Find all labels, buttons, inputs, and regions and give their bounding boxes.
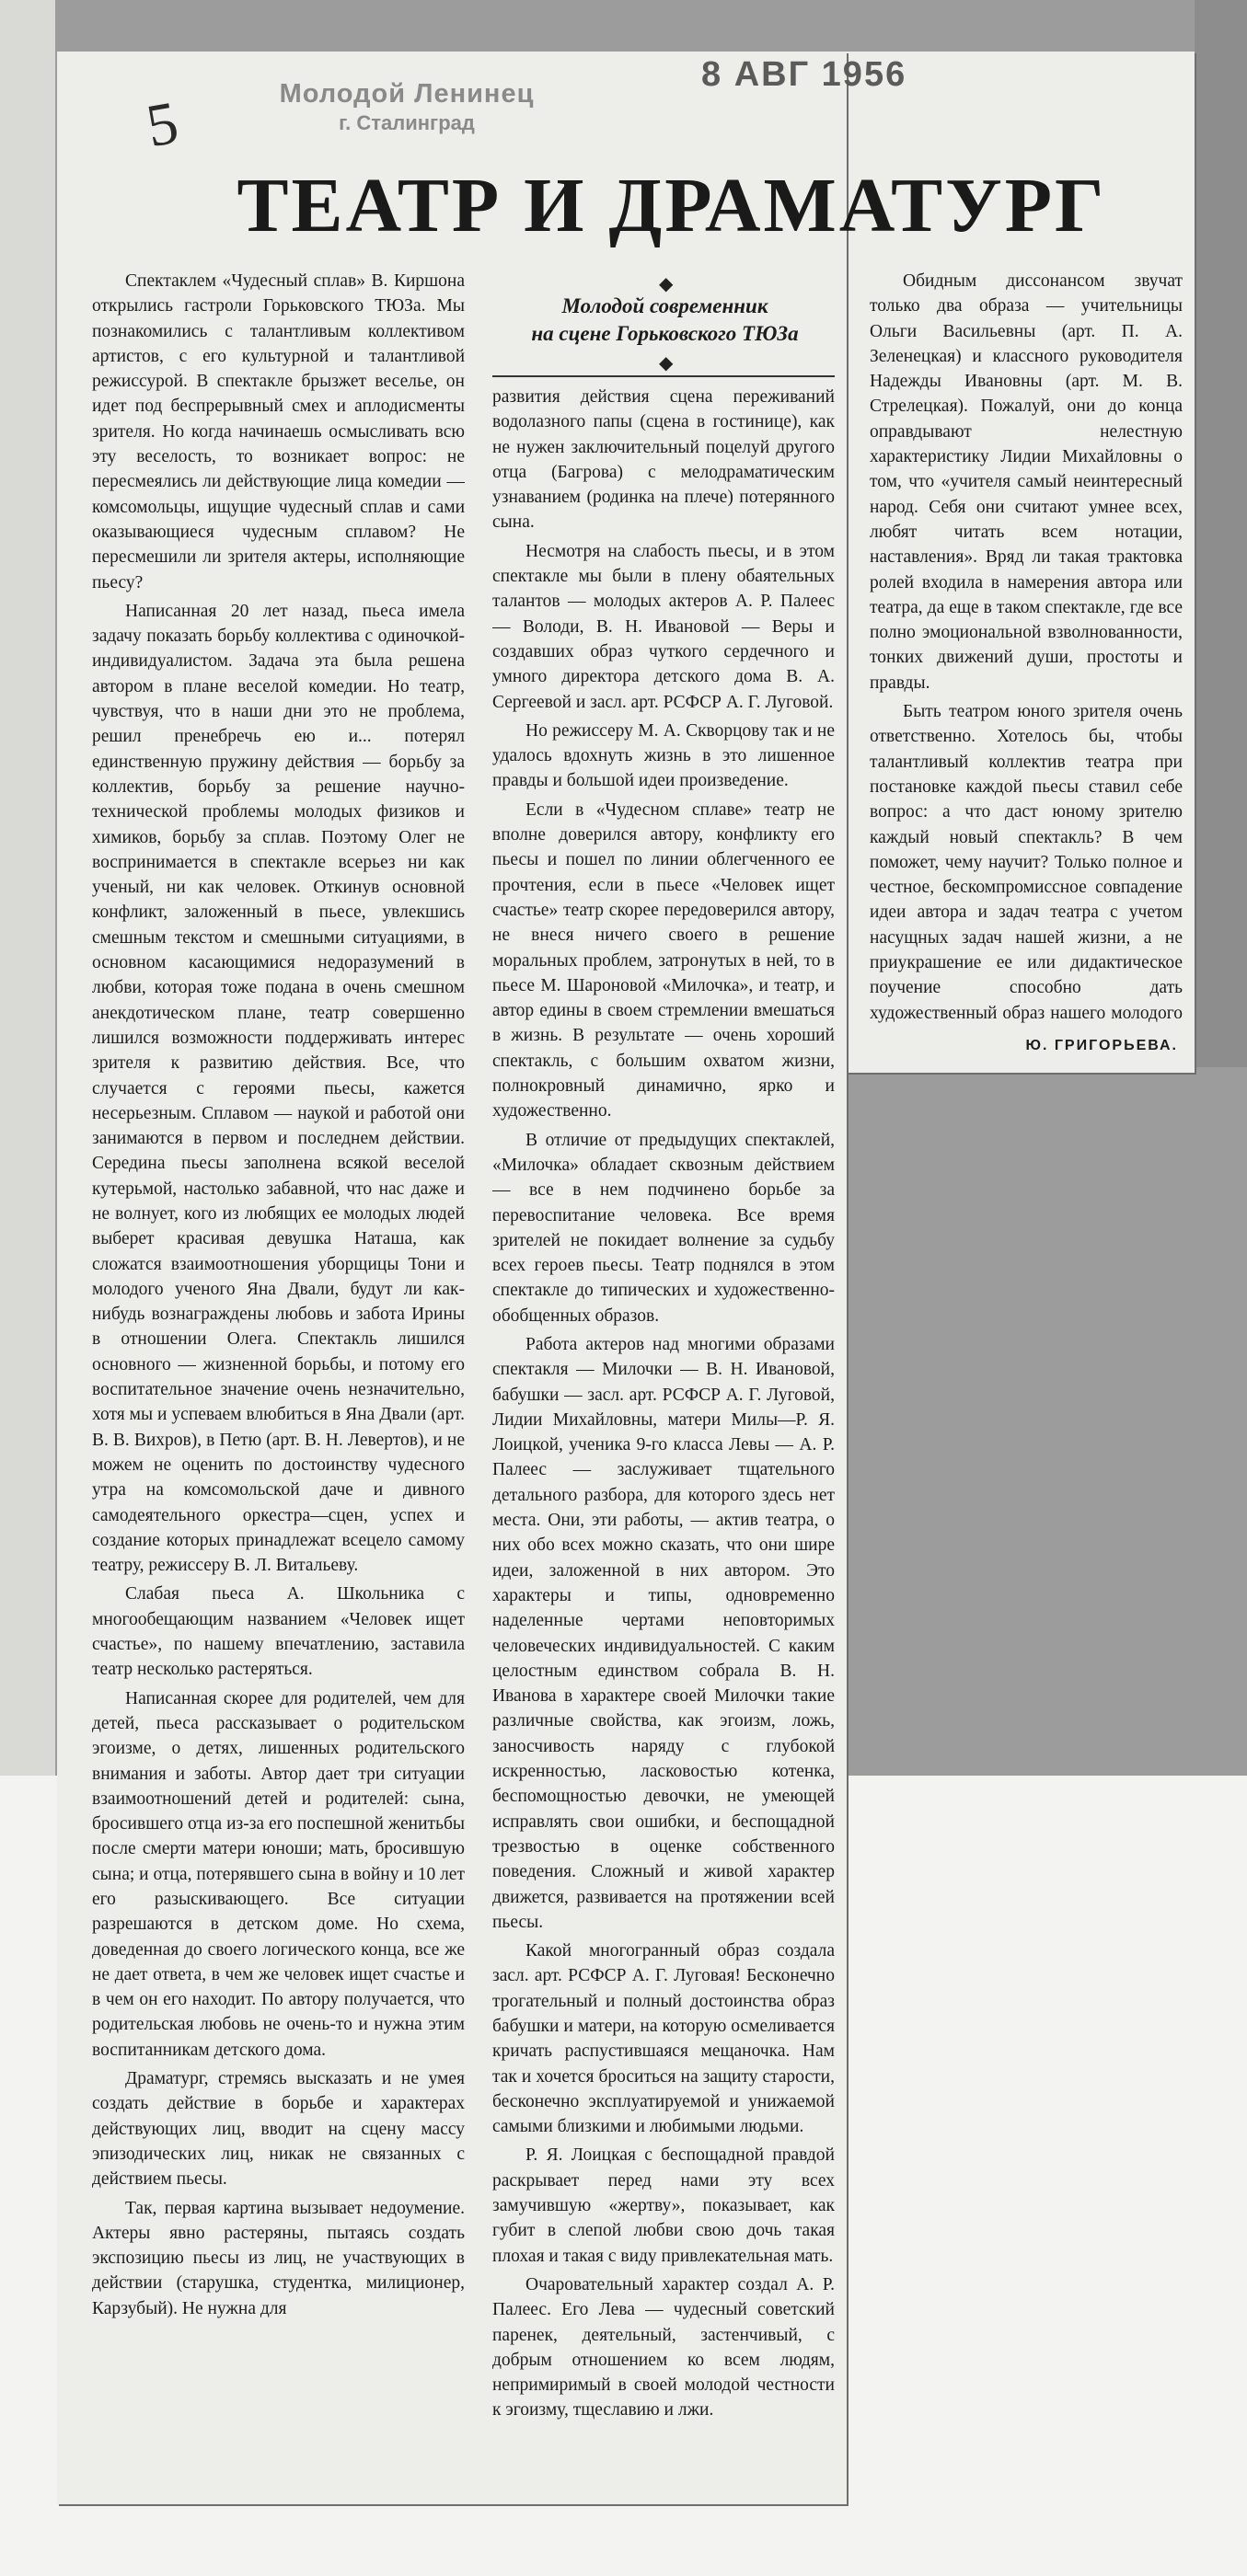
- text-column-3: [870, 269, 1183, 1023]
- article-subhead: [502, 293, 828, 348]
- subhead-line-1: Молодой современник: [561, 294, 768, 317]
- paragraph: Драматург, стремясь высказать и не умея создать действие в борьбе и характерах действующих лиц, вводит на сцену массу эпизодических лиц, никак не связанных с действием пьесы.: [92, 2069, 465, 2190]
- paragraph: Но режиссеру М. А. Скворцову так и не удалось вдохнуть жизнь в это лишенное правды и большой идеи произведение.: [492, 720, 835, 791]
- subhead-line-2: на сцене Горьковского ТЮЗа: [531, 322, 799, 345]
- background-right-gap: [1195, 0, 1247, 1067]
- paragraph: развития действия сцена переживаний водолазного папы (сцена в гостинице), как не нужен заключительный поцелуй другого отца (Багрова) с мелодраматическим узнаванием (родинка на плече) потерянного сына.: [492, 387, 835, 533]
- subhead-rule: [492, 375, 835, 377]
- paragraph: Обидным диссонансом звучат только два образа — учительницы Ольги Васильевны (арт. П. А. Зеленецкая) и классного руководителя Надежды Ивановны (арт. М. В. Стрелецкая). Пожалуй, они до конца оправдывают нелестную характеристику Лидии Михайловны о том, что «учителя самый неинтересный народ. Себя они считают умнее всех, любят читать всем нотации, наставления». Вряд ли такая трактовка ролей входила в намерения автора или театра, да еще в таком спектакле, где все полно эмоциональной взволнованности, тонких движений души, простоты и правды.: [870, 271, 1183, 693]
- paragraph: Написанная скорее для родителей, чем для детей, пьеса рассказывает о родительском эгоизме, о детях, лишенных родительского внимания и заботы. Автор дает три ситуации взаимоотношений детей и родителей: сына, бросившего отца из-за его поспешной женитьбы после смерти матери юноши; мать, бросившую сына; и отца, потерявшего сына в войну и 10 лет его разыскивающего. Все ситуации разрешаются в детском доме. Но схема, доведенная до своего логического конца, все же не дает ответа, в чем же человек ищет счастье и в чем он его находит. По автору получается, что родительская любовь не очень-то и нужна этим воспитанникам детского дома.: [92, 1688, 465, 2060]
- date-stamp: 8 АВГ 1956: [701, 55, 907, 94]
- newspaper-stamp: [241, 79, 572, 135]
- paragraph: Написанная 20 лет назад, пьеса имела задачу показать борьбу коллектива с одиночкой-индивидуалистом. Задача эта была решена автором в плане веселой комедии. Но театр, чувствуя, что в наши дни это не проблема, решил пренебречь ею и... потерял единственную пружину действия — борьбу за коллектив, борьбу за решение научно-технической проблемы молодых физиков и химиков, борьбу за сплав. Поэтому Олег не воспринимается в спектакле всерьез ни как ученый, ни как человек. Откинув основной конфликт, заложенный в пьесе, увлекшись смешным текстом и смешными ситуациями, в основном касающимися недоразумений в любви, которая тоже подана в очень смешном анекдотическом плане, театр совершенно лишился возможности поддерживать интерес зрителя к развитию действия. Все, что случается с героями пьесы, кажется несерьезным. Сплавом — наукой и работой они занимаются в первом и последнем действии. Середина пьесы заполнена всякой веселой кутерьмой, настолько забавной, что нас даже и не волнует, кого из любящих ее молодых людей выберет красивая девушка Наташа, как сложатся взаимоотношения уборщицы Тони и молодого ученого Яна Двали, будут ли как-нибудь вознаграждены любовь и забота Ирины в отношении Олега. Спектакль лишился основного — жизненной борьбы, и потому его воспитательное значение очень незначительно, хотя мы и успеваем влюбиться в Яна Двали (арт. В. В. Вихров), в Петю (арт. В. Н. Левертов), и не можем не оценить по достоинству чудесного утра на комсомольской даче и дивного самодеятельного оркестра—сцен, успех и создание которых принадлежат всецело самому театру, режиссеру В. Л. Витальеву.: [92, 601, 465, 1576]
- handwritten-mark: 5: [141, 88, 184, 161]
- paragraph: В отличие от предыдущих спектаклей, «Милочка» обладает сквозным действием — все в нем подчинено борьбе за перевоспитание человека. Все время зрителей не покидает волнение за судьбу всех героев пьесы. Театр поднялся в этом спектакле до типических и художественно-обобщенных образов.: [492, 1130, 835, 1326]
- paragraph: Быть театром юного зрителя очень ответственно. Хотелось бы, чтобы талантливый коллектив театра при постановке каждой пьесы ставил себе вопрос: а что даст юному зрителю каждый новый спектакль? В чем поможет, чему научит? Только полное и честное, бескомпромиссное совпадение идеи автора и задач театра с учетом насущных задач нашей жизни, а не приукрашение ее или дидактическое поучение способно дать художественный образ нашего молодого: [870, 702, 1183, 1023]
- background-left-strip: [0, 0, 55, 1776]
- paragraph: Несмотря на слабость пьесы, и в этом спектакле мы были в плену обаятельных талантов — молодых актеров А. Р. Палеес — Володи, В. Н. Ивановой — Веры и создавших образ чуткого сердечного и умного директора детского дома В. А. Сергеевой и засл. арт. РСФСР А. Г. Луговой.: [492, 541, 835, 712]
- paragraph: Спектаклем «Чудесный сплав» В. Киршона открылись гастроли Горьковского ТЮЗа. Мы познакомились с талантливым коллективом артистов, с его культурной и талантливой режиссурой. В спектакле брызжет веселье, он идет под беспрерывный смех и аплодисменты зрителя. Но когда начинаешь осмысливать всю эту веселость, то возникает вопрос: не пересмеялись ли действующие лица комедии — комсомольцы, ищущие чудесный сплав и сами оказывающиеся чудесным сплавом? Не пересмешили ли зрителя актеры, исполняющие пьесу?: [92, 271, 465, 592]
- paragraph: Р. Я. Лоицкая с беспощадной правдой раскрывает перед нами эту всех замучившую «жертву», показывает, как губит в слепой любви свою дочь такая плохая и такая с виду привлекательная мать.: [492, 2145, 835, 2266]
- text-column-2: [492, 385, 835, 2501]
- paragraph: Так, первая картина вызывает недоумение. Актеры явно растеряны, пытаясь создать экспозицию пьесы из лиц, не участвующих в действии (старушка, студентка, милиционер, Карзубый). Не нужна для: [92, 2198, 465, 2318]
- diamond-ornament-top: ◆: [659, 274, 674, 294]
- newspaper-city: г. Сталинград: [339, 111, 475, 134]
- paragraph: Если в «Чудесном сплаве» театр не вполне доверился автору, конфликту его пьесы и пошел по линии облегченного ее прочтения, если в пьесе «Человек ищет счастье» театр скорее передоверился автору, не внеся ничего своего в решение моральных проблем, затронутых в ней, то в пьесе М. Шароновой «Милочка», и театр, и автор едины в своем стремлении вмешаться в жизнь. В результате — очень хороший спектакль, с большим охватом жизни, полнокровный динамично, ярко и художественно.: [492, 799, 835, 1121]
- paragraph: Какой многогранный образ создала засл. арт. РСФСР А. Г. Луговая! Бесконечно трогательный и полный достоинства образ бабушки и матери, на которую осмеливается кричать распустившаяся мещаночка. Нам так и хочется броситься на защиту старости, бесконечно эксплуатируемой и унижаемой самыми близкими и любимыми людьми.: [492, 1941, 835, 2137]
- newspaper-name: Молодой Ленинец: [279, 79, 535, 109]
- text-column-1: [92, 269, 465, 2504]
- paragraph: Работа актеров над многими образами спектакля — Милочки — В. Н. Ивановой, бабушки — засл. арт. РСФСР А. Г. Луговой, Лидии Михайловны, матери Милы—Р. Я. Лоицкой, ученика 9-го класса Левы — А. Р. Палеес — заслуживает тщательного детального разбора, для которого здесь нет места. Они, эти работы, — актив театра, о них обо всех можно сказать, что они шире идеи, заложенной в них автором. Это характеры и типы, одновременно наделенные чертами неповторимых человеческих индивидуальностей. С каким целостным единством собрала В. Н. Иванова в характере своей Милочки такие различные свойства, как эгоизм, ложь, заносчивость наряду с глубокой искренностью, ласковостью котенка, беспомощностью девочки, не умеющей исправлять свои ошибки, и беспощадной трезвостью в оценке собственного поведения. Сложный и живой характер движется, развивается на протяжении всей пьесы.: [492, 1334, 835, 1932]
- author-signature: Ю. ГРИГОРЬЕВА.: [1025, 1038, 1178, 1053]
- article-headline: ТЕАТР И ДРАМАТУРГ: [237, 163, 1107, 248]
- paragraph: Слабая пьеса А. Школьника с многообещающим названием «Человек ищет счастье», по нашему впечатлению, заставила театр несколько растеряться.: [92, 1584, 465, 1680]
- paragraph: Очаровательный характер создал А. Р. Палеес. Его Лева — чудесный советский паренек, деятельный, застенчивый, с добрым отношением ко всем людям, непримиримый в своей молодой честности к эгоизму, тщеславию и лжи.: [492, 2274, 835, 2421]
- diamond-ornament-bottom: ◆: [659, 353, 674, 374]
